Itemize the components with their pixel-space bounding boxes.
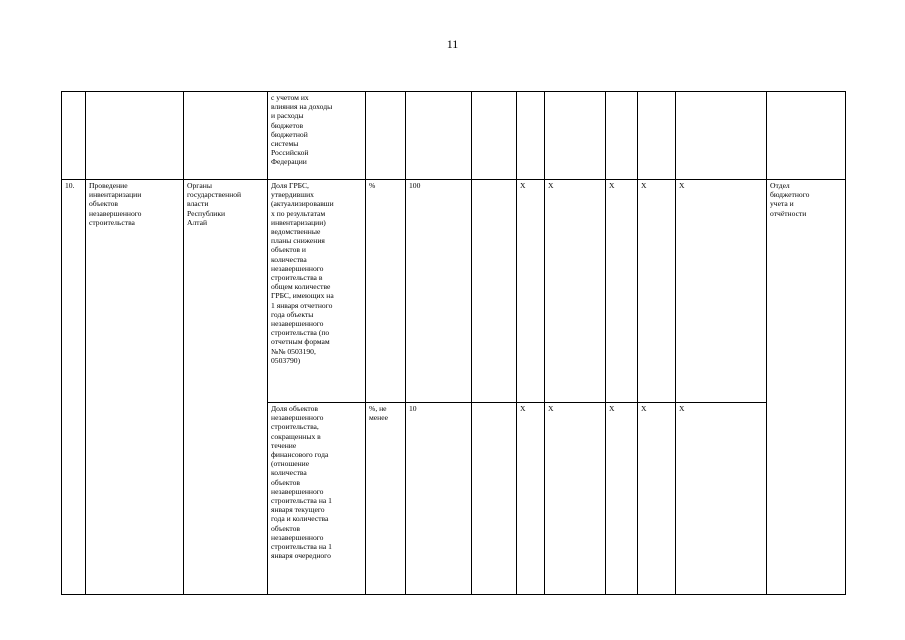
responsible-cell: Отдел бюджетного учета и отчётности — [767, 180, 846, 595]
number-cell: 10. — [62, 180, 86, 595]
value-cell — [406, 92, 472, 180]
mark-cell: Х — [638, 403, 676, 595]
mark-cell — [517, 92, 545, 180]
empty-cell — [472, 92, 517, 180]
executor-cell: Органы государственной власти Республики Алтай — [184, 180, 268, 595]
table-row-item-10 — [62, 180, 846, 403]
mark-cell: Х — [638, 180, 676, 403]
mark-cell: Х — [606, 180, 638, 403]
table-row-continuation — [62, 92, 846, 180]
unit-cell: % — [366, 180, 406, 403]
value-cell: 10 — [406, 403, 472, 595]
empty-cell — [472, 403, 517, 595]
indicators-table — [61, 91, 846, 595]
mark-cell: Х — [676, 403, 767, 595]
number-cell — [62, 92, 86, 180]
unit-cell — [366, 92, 406, 180]
mark-cell: Х — [676, 180, 767, 403]
mark-cell: Х — [545, 403, 606, 595]
unit-cell: %, не менее — [366, 403, 406, 595]
mark-cell: Х — [606, 403, 638, 595]
mark-cell — [638, 92, 676, 180]
mark-cell: Х — [517, 403, 545, 595]
mark-cell — [545, 92, 606, 180]
measure-cell: Проведение инвентаризации объектов незавершенного строительства — [86, 180, 184, 595]
executor-cell — [184, 92, 268, 180]
mark-cell: Х — [517, 180, 545, 403]
responsible-cell — [767, 92, 846, 180]
measure-cell — [86, 92, 184, 180]
indicator-cell: Доля ГРБС, утвердивших (актуализировавши х по результатам инвентаризации) ведомственные планы снижения объектов и количества незавершенного строительства в общем количестве ГРБС, имеющих на 1 января отчетного года объекты незавершенного строительства (по отчетным формам №№ 0503190, 0503790) — [268, 180, 366, 403]
indicator-cell: с учетом их влияния на доходы и расходы бюджетов бюджетной системы Российской Федерации — [268, 92, 366, 180]
empty-cell — [472, 180, 517, 403]
mark-cell — [606, 92, 638, 180]
mark-cell — [676, 92, 767, 180]
mark-cell: Х — [545, 180, 606, 403]
value-cell: 100 — [406, 180, 472, 403]
indicator-cell: Доля объектов незавершенного строительства, сокращенных в течение финансового года (отношение количества объектов незавершенного строительства на 1 января текущего года и количества объектов незавершенного строительства на 1 января очередного — [268, 403, 366, 595]
page-number: 11 — [446, 37, 459, 51]
